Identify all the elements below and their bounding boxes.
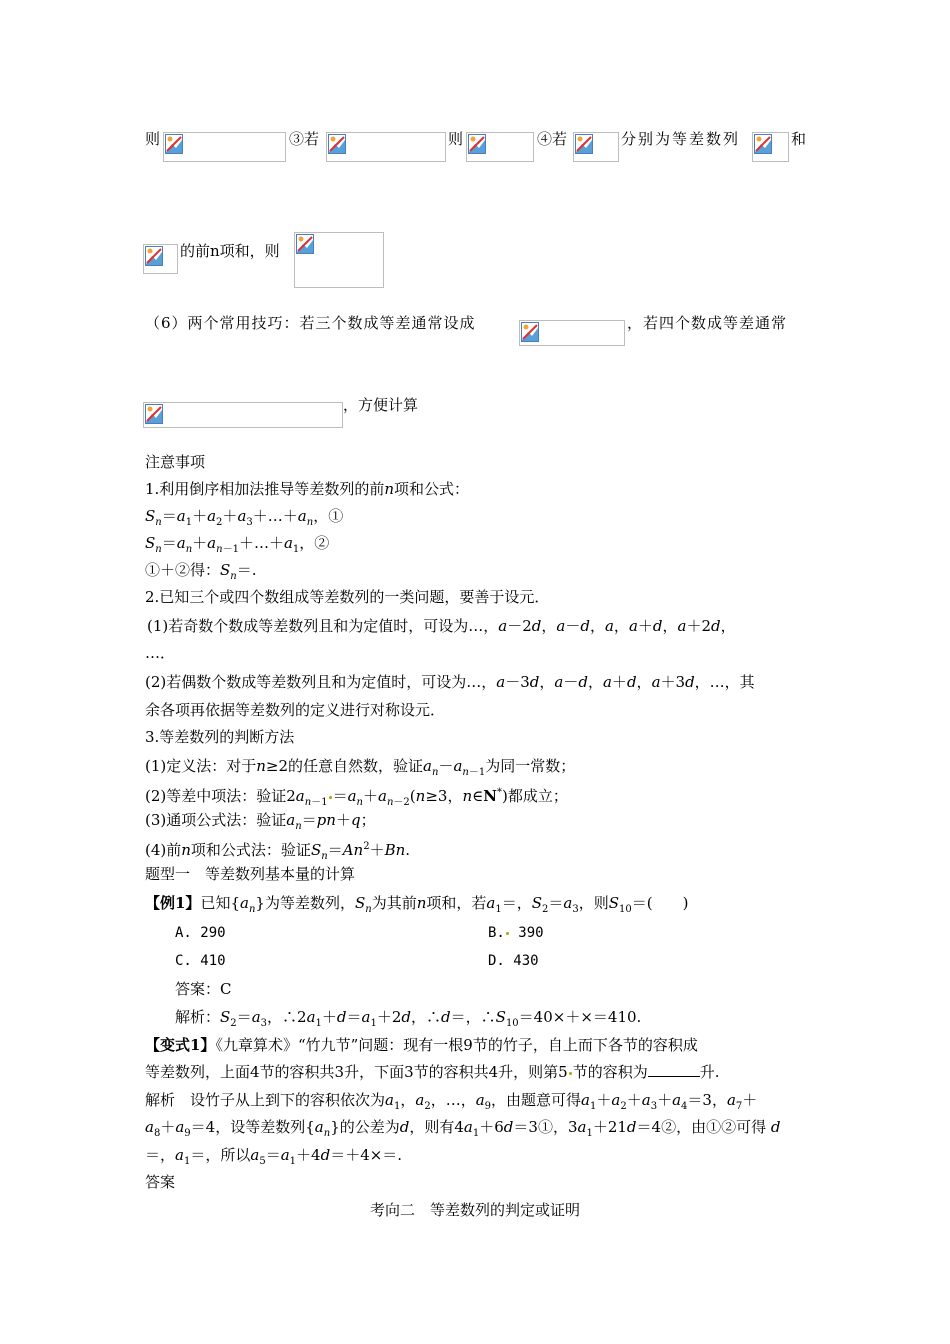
text-tips: （6）两个常用技巧：若三个数成等差通常设成	[145, 314, 476, 332]
variant1-line: 解析 设竹子从上到下的容积依次为$a_1$，$a_2$，…，$a_9$，由题意可得$a_1+a_2+a_3+a_4=3$，$a_7+$	[145, 1091, 758, 1112]
text-four-ruo: ④若	[537, 130, 568, 148]
text-ze2: 则	[448, 130, 464, 148]
broken-image-icon	[468, 134, 486, 154]
image-placeholder	[573, 132, 619, 162]
image-placeholder	[466, 132, 534, 162]
image-placeholder	[294, 232, 384, 288]
image-placeholder	[326, 132, 446, 162]
option-a: A. 290	[175, 925, 226, 941]
note-line: (2)等差中项法：验证$2a_{n-1} =a_n+a_{n-2}(n\ge 3$，n∈N*)都成立；	[145, 787, 568, 808]
type1-title: 题型一 等差数列基本量的计算	[145, 865, 356, 883]
option-d: D. 430	[488, 953, 539, 969]
notes-title: 注意事项	[145, 453, 206, 471]
option-b: B. 390	[488, 925, 544, 941]
note-line: (1)若奇数个数成等差数列且和为定值时，可设为…，a－2d，a－d，a，a＋d，a＋2d，	[147, 617, 736, 635]
broken-image-icon	[575, 134, 593, 154]
analysis1: 解析：$S_2=a_3$，$\therefore 2a_1+d=a_1+2d$，∴d＝，$\therefore S_{10}=40\times+\times=410$.	[175, 1008, 642, 1029]
broken-image-icon	[165, 134, 183, 154]
text-ze: 则	[145, 130, 161, 148]
note-line: …．	[145, 644, 176, 662]
text-he: 和	[791, 130, 807, 148]
image-placeholder	[519, 320, 625, 346]
text-qian-n: 的前n项和，则	[180, 242, 280, 260]
variant1-answer: 答案	[145, 1173, 176, 1191]
formula-line: $S_n=a_n+a_{n-1}+\dots+a_1$，②	[145, 534, 330, 555]
text-convenient: ，方便计算	[343, 396, 419, 414]
text-tips2: ，若四个数成等差通常	[627, 314, 788, 332]
broken-image-icon	[521, 322, 539, 342]
section2-title: 考向二 等差数列的判定或证明	[369, 1201, 580, 1219]
broken-image-icon	[296, 234, 314, 254]
broken-image-icon	[754, 134, 772, 154]
broken-image-icon	[145, 246, 163, 266]
formula-line: ①＋②得：$S_n=$.	[145, 561, 257, 582]
broken-image-icon	[145, 404, 163, 424]
note-line: 2.已知三个或四个数组成等差数列的一类问题，要善于设元．	[145, 588, 550, 606]
note-line: (1)定义法：对于n≥2的任意自然数，验证$a_n-a_{n-1}$为同一常数；	[145, 757, 576, 778]
note-line: (4)前n项和公式法：验证$S_n=An^2+Bn$.	[145, 841, 411, 862]
image-placeholder	[143, 244, 178, 274]
variant1-line: ＝，$a_1=$，所以$a_5=a_1+4d=+4\times=$.	[145, 1146, 403, 1167]
example1: 【例1】已知$\{a_n\}$为等差数列，$S_n$为其前n项和，若$a_1=$，$S_2=a_3$，则$S_{10}=$( )	[145, 894, 689, 915]
answer1: 答案：C	[175, 980, 232, 998]
note-line: (2)若偶数个数成等差数列且和为定值时，可设为…，a－3d，a－d，a＋d，a＋3d，…，其	[145, 673, 755, 691]
image-placeholder	[163, 132, 286, 162]
image-placeholder	[752, 132, 789, 162]
variant1-line: 等差数列，上面4节的容积共3升，下面3节的容积共4升，则第5 节的容积为 升.	[145, 1063, 720, 1081]
broken-image-icon	[328, 134, 346, 154]
note-line: 1.利用倒序相加法推导等差数列的前n项和公式：	[145, 480, 470, 498]
text-three-ruo: ③若	[289, 130, 320, 148]
variant1-line: $a_8+a_9=4$，设等差数列$\{a_n\}$的公差为d，则有$4a_1+6d=3①$，$3a_1+21d=4②$，由①②可得 d	[145, 1118, 781, 1139]
variant1-line: 【变式1】《九章算术》“竹九节”问题：现有一根9节的竹子，自上而下各节的容积成	[145, 1036, 698, 1054]
text-fenbie: 分别为等差数列	[621, 130, 741, 148]
option-c: C. 410	[175, 953, 226, 969]
note-line: (3)通项公式法：验证$a_n=pn+q$；	[145, 811, 376, 832]
image-placeholder	[143, 402, 343, 428]
formula-line: $S_n=a_1+a_2+a_3+\dots+a_n$，①	[145, 507, 344, 528]
note-line: 3.等差数列的判断方法	[145, 728, 295, 746]
note-line: 余各项再依据等差数列的定义进行对称设元．	[145, 701, 446, 719]
